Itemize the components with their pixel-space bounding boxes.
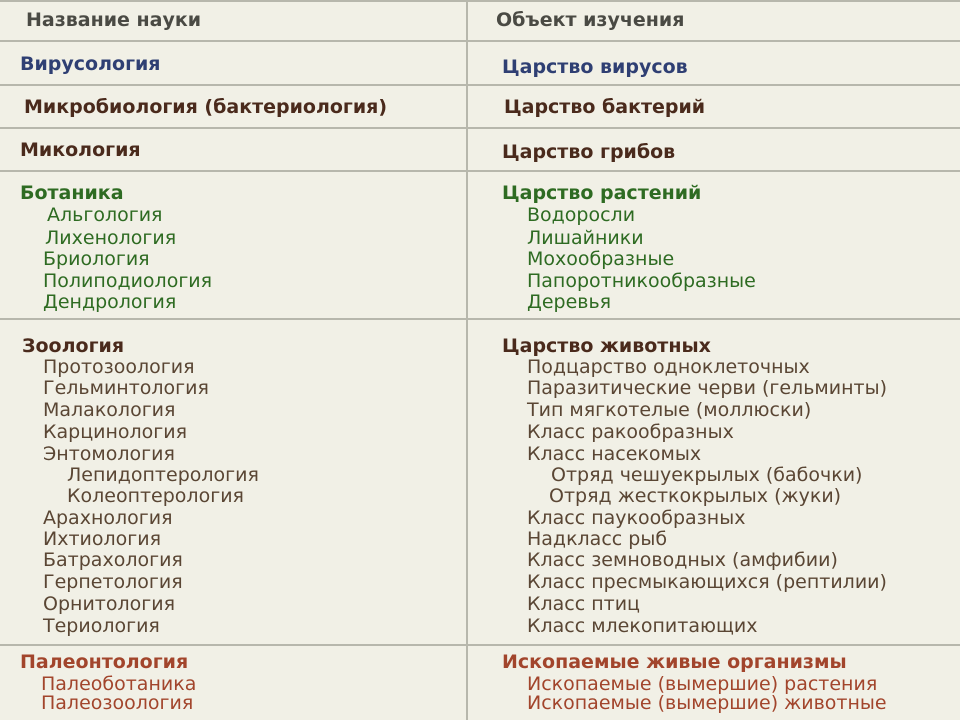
- row-divider: [0, 127, 960, 129]
- science-heading-mycology: Микология: [20, 139, 141, 161]
- object-heading-virology: Царство вирусов: [502, 56, 688, 78]
- science-subitem: Альгология: [47, 204, 163, 226]
- science-subitem: Протозоология: [43, 356, 195, 378]
- object-subitem: Деревья: [527, 291, 612, 313]
- object-heading-mycology: Царство грибов: [502, 141, 676, 163]
- science-subitem: Колеоптерология: [67, 485, 244, 507]
- science-subitem: Арахнология: [43, 507, 173, 529]
- object-subitem: Отряд чешуекрылых (бабочки): [551, 464, 863, 486]
- row-divider: [0, 84, 960, 86]
- science-heading-botany: Ботаника: [20, 182, 124, 204]
- column-divider: [466, 0, 468, 720]
- object-subitem: Класс насекомых: [527, 443, 702, 465]
- header-divider: [0, 40, 960, 42]
- object-subitem: Класс земноводных (амфибии): [527, 549, 838, 571]
- science-subitem: Палеоботаника: [41, 673, 197, 695]
- object-heading-zoology: Царство животных: [502, 335, 711, 357]
- object-heading-microbiology: Царство бактерий: [504, 96, 706, 118]
- science-subitem: Малакология: [43, 399, 176, 421]
- column-header-object: Объект изучения: [496, 9, 685, 31]
- science-heading-virology: Вирусология: [20, 53, 161, 75]
- row-divider: [0, 644, 960, 646]
- column-header-science: Название науки: [26, 9, 202, 31]
- object-subitem: Ископаемые (вымершие) растения: [527, 673, 878, 695]
- science-subitem: Лепидоптерология: [67, 464, 259, 486]
- object-subitem: Отряд жесткокрылых (жуки): [549, 485, 842, 507]
- science-subitem: Карцинология: [43, 421, 188, 443]
- object-subitem: Паразитические черви (гельминты): [527, 377, 887, 399]
- object-subitem: Тип мягкотелые (моллюски): [527, 399, 812, 421]
- object-subitem: Надкласс рыб: [527, 528, 668, 550]
- science-subitem: Батрахология: [43, 549, 183, 571]
- science-subitem: Герпетология: [43, 571, 183, 593]
- science-subitem: Лихенология: [45, 227, 177, 249]
- row-divider: [0, 170, 960, 172]
- science-subitem: Дендрология: [43, 291, 177, 313]
- object-subitem: Класс пресмыкающихся (рептилии): [527, 571, 887, 593]
- object-subitem: Класс млекопитающих: [527, 615, 758, 637]
- object-subitem: Водоросли: [527, 204, 636, 226]
- object-subitem: Мохообразные: [527, 248, 675, 270]
- science-heading-zoology: Зоология: [22, 335, 125, 357]
- table-border-top: [0, 0, 960, 2]
- science-subitem: Териология: [43, 615, 160, 637]
- science-heading-microbiology: Микробиология (бактериология): [24, 96, 388, 118]
- row-divider: [0, 318, 960, 320]
- object-heading-paleontology: Ископаемые живые организмы: [502, 651, 847, 673]
- object-subitem: Папоротникообразные: [527, 270, 756, 292]
- object-subitem: Класс ракообразных: [527, 421, 734, 443]
- science-subitem: Орнитология: [43, 593, 176, 615]
- object-subitem: Подцарство одноклеточных: [527, 356, 810, 378]
- object-subitem: Ископаемые (вымершие) животные: [527, 692, 887, 714]
- science-subitem: Гельминтология: [43, 377, 209, 399]
- science-subitem: Полиподиология: [43, 270, 213, 292]
- object-subitem: Класс паукообразных: [527, 507, 746, 529]
- object-heading-botany: Царство растений: [502, 182, 702, 204]
- object-subitem: Класс птиц: [527, 593, 640, 615]
- science-heading-paleontology: Палеонтология: [20, 651, 189, 673]
- science-subitem: Ихтиология: [43, 528, 162, 550]
- object-subitem: Лишайники: [527, 227, 644, 249]
- science-subitem: Палеозоология: [41, 692, 194, 714]
- science-subitem: Бриология: [43, 248, 150, 270]
- science-subitem: Энтомология: [43, 443, 175, 465]
